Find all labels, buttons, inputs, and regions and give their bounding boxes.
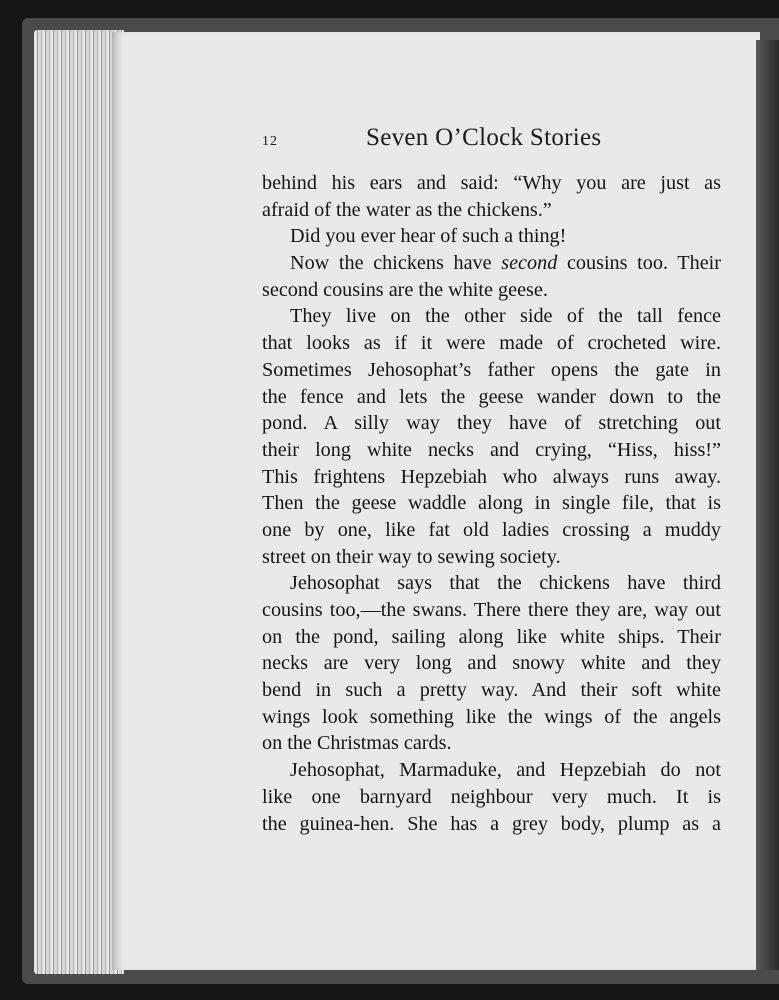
text-line: Jehosophat, Marmaduke, and Hepzebiah do not (290, 759, 721, 782)
text-line: on the Christmas cards. (262, 732, 452, 755)
text-line: pond. A silly way they have of stretching out (262, 412, 721, 435)
text-line: behind his ears and said: “Why you are just as (262, 172, 721, 194)
text-line: Jehosophat says that the chickens have third (290, 572, 721, 595)
body-text (262, 170, 721, 837)
text-line: bend in such a pretty way. And their soft white (262, 679, 721, 702)
text-line: their long white necks and crying, “Hiss, hiss!” (262, 438, 721, 461)
running-head (262, 124, 722, 160)
text-line: Did you ever hear of such a thing! (290, 225, 567, 248)
text-line: the guinea-hen. She has a grey body, plump as a (262, 812, 721, 835)
page-edges (34, 30, 124, 974)
text-fragment: Now the chickens have (290, 252, 502, 275)
italic-word: second (501, 252, 558, 275)
text-line: cousins too,—the swans. There there they are, way out (262, 599, 721, 621)
text-line-with-italic (262, 250, 721, 277)
text-line: This frightens Hepzebiah who always runs away. (262, 465, 721, 488)
text-fragment: cousins too. Their (557, 252, 721, 275)
text-line: necks are very long and snowy white and they (262, 652, 721, 675)
text-line: one by one, like fat old ladies crossing a muddy (262, 518, 721, 541)
text-line: Sometimes Jehosophat’s father opens the gate in (262, 358, 721, 381)
text-line: They live on the other side of the tall fence (290, 305, 721, 328)
page-number: 12 (262, 134, 278, 149)
text-line: Then the geese waddle along in single file, that is (262, 492, 721, 515)
text-line: the fence and lets the geese wander down to the (262, 385, 721, 408)
page-right-edge (756, 40, 779, 970)
text-line: like one barnyard neighbour very much. It is (262, 785, 721, 808)
text-line: on the pond, sailing along like white ships. Their (262, 625, 721, 648)
text-line: second cousins are the white geese. (262, 278, 548, 301)
text-line: that looks as if it were made of crocheted wire. (262, 332, 721, 355)
running-title: Seven O’Clock Stories (366, 124, 602, 151)
text-line: wings look something like the wings of the angels (262, 705, 721, 728)
text-line: street on their way to sewing society. (262, 545, 561, 568)
text-line: afraid of the water as the chickens.” (262, 198, 552, 221)
